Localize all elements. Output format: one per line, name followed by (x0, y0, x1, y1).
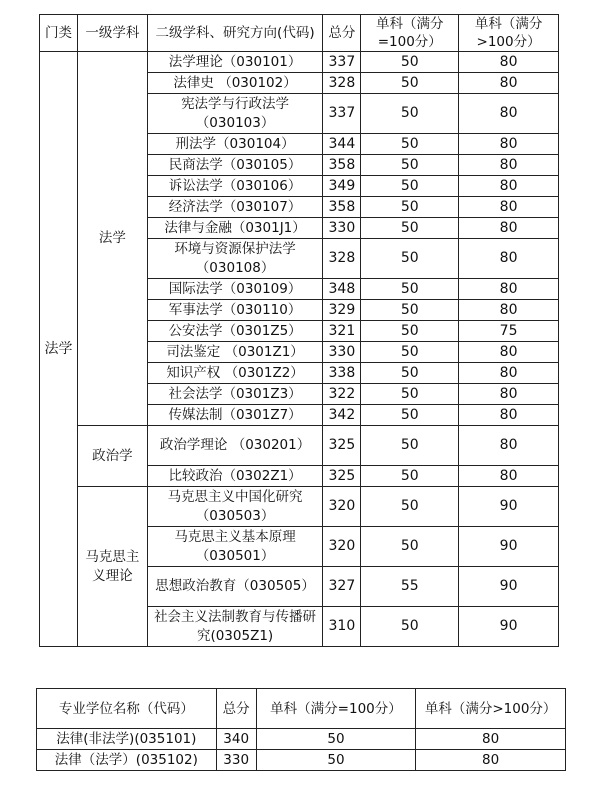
single-over-100-cell: 80 (459, 176, 559, 197)
second-level-cell: 知识产权 （0301Z2） (147, 363, 323, 384)
second-level-cell: 比较政治（0302Z1） (147, 466, 323, 487)
single-over-100-cell: 80 (459, 218, 559, 239)
second-level-cell: 诉讼法学（030106） (147, 176, 323, 197)
single-over-100-cell: 80 (459, 94, 559, 134)
single-100-cell: 50 (256, 750, 416, 771)
total-score-cell: 328 (323, 73, 361, 94)
single-over-100-cell: 80 (416, 729, 566, 750)
single-100-cell: 50 (361, 300, 459, 321)
single-over-100-cell: 80 (459, 426, 559, 466)
single-over-100-cell: 90 (459, 527, 559, 567)
single-over-100-cell: 80 (459, 342, 559, 363)
single-100-cell: 50 (361, 321, 459, 342)
first-level-cell: 政治学 (77, 426, 147, 487)
degree-name-cell: 法律（法学）(035102) (37, 750, 217, 771)
single-100-cell: 55 (361, 567, 459, 607)
single-over-100-cell: 80 (459, 363, 559, 384)
single-100-cell: 50 (361, 52, 459, 73)
header-single-100: 单科（满分=100分） (256, 689, 416, 729)
second-level-cell: 国际法学（030109） (147, 279, 323, 300)
total-score-cell: 338 (323, 363, 361, 384)
single-100-cell: 50 (361, 607, 459, 647)
table-row (40, 487, 559, 527)
single-100-cell: 50 (361, 197, 459, 218)
single-over-100-cell: 80 (459, 73, 559, 94)
total-score-cell: 321 (323, 321, 361, 342)
single-100-cell: 50 (361, 384, 459, 405)
single-over-100-cell: 80 (459, 466, 559, 487)
second-level-cell: 马克思主义基本原理（030501） (147, 527, 323, 567)
second-level-cell: 法学理论（030101） (147, 52, 323, 73)
total-score-cell: 358 (323, 155, 361, 176)
total-score-cell: 325 (323, 426, 361, 466)
second-level-cell: 传媒法制（0301Z7） (147, 405, 323, 426)
total-score-cell: 337 (323, 94, 361, 134)
single-100-cell: 50 (361, 405, 459, 426)
header-second-level: 二级学科、研究方向(代码) (147, 15, 323, 52)
single-100-cell: 50 (361, 426, 459, 466)
category-cell: 法学 (40, 52, 78, 647)
second-level-cell: 法律与金融（0301J1） (147, 218, 323, 239)
table-row (40, 52, 559, 73)
single-over-100-cell: 80 (459, 405, 559, 426)
total-score-cell: 310 (323, 607, 361, 647)
total-score-cell: 349 (323, 176, 361, 197)
table-row (37, 750, 566, 771)
header-category: 门类 (40, 15, 78, 52)
single-100-cell: 50 (361, 527, 459, 567)
second-level-cell: 环境与资源保护法学（030108） (147, 239, 323, 279)
total-score-cell: 358 (323, 197, 361, 218)
total-score-cell: 344 (323, 134, 361, 155)
total-score-cell: 322 (323, 384, 361, 405)
single-100-cell: 50 (361, 134, 459, 155)
single-over-100-cell: 75 (459, 321, 559, 342)
single-over-100-cell: 80 (459, 134, 559, 155)
single-over-100-cell: 80 (459, 52, 559, 73)
total-score-cell: 320 (323, 487, 361, 527)
single-100-cell: 50 (361, 155, 459, 176)
header-total: 总分 (323, 15, 361, 52)
total-score-cell: 337 (323, 52, 361, 73)
header-row (37, 689, 566, 729)
header-degree-name: 专业学位名称（代码） (37, 689, 217, 729)
score-table-professional (36, 688, 566, 771)
single-over-100-cell: 80 (459, 197, 559, 218)
single-100-cell: 50 (361, 363, 459, 384)
single-100-cell: 50 (361, 73, 459, 94)
single-over-100-cell: 90 (459, 607, 559, 647)
single-100-cell: 50 (361, 239, 459, 279)
single-over-100-cell: 80 (459, 300, 559, 321)
single-100-cell: 50 (361, 466, 459, 487)
total-score-cell: 329 (323, 300, 361, 321)
second-level-cell: 公安法学（0301Z5） (147, 321, 323, 342)
header-single-over-100: 单科（满分>100分） (416, 689, 566, 729)
second-level-cell: 社会主义法制教育与传播研究(0305Z1) (147, 607, 323, 647)
second-level-cell: 经济法学（030107） (147, 197, 323, 218)
second-level-cell: 宪法学与行政法学（030103） (147, 94, 323, 134)
header-row (40, 15, 559, 52)
total-score-cell: 328 (323, 239, 361, 279)
degree-name-cell: 法律(非法学)(035101) (37, 729, 217, 750)
second-level-cell: 政治学理论 （030201） (147, 426, 323, 466)
single-100-cell: 50 (361, 342, 459, 363)
second-level-cell: 社会法学（0301Z3） (147, 384, 323, 405)
second-level-cell: 军事法学（030110） (147, 300, 323, 321)
single-over-100-cell: 80 (416, 750, 566, 771)
total-score-cell: 330 (323, 342, 361, 363)
single-100-cell: 50 (361, 176, 459, 197)
single-100-cell: 50 (361, 487, 459, 527)
single-over-100-cell: 80 (459, 239, 559, 279)
header-total: 总分 (216, 689, 256, 729)
second-level-cell: 马克思主义中国化研究（030503） (147, 487, 323, 527)
first-level-cell: 法学 (77, 52, 147, 426)
single-over-100-cell: 90 (459, 487, 559, 527)
single-100-cell: 50 (361, 94, 459, 134)
single-over-100-cell: 80 (459, 155, 559, 176)
second-level-cell: 法律史 （030102） (147, 73, 323, 94)
total-score-cell: 342 (323, 405, 361, 426)
single-100-cell: 50 (256, 729, 416, 750)
total-score-cell: 340 (216, 729, 256, 750)
second-level-cell: 刑法学（030104） (147, 134, 323, 155)
table-row (37, 729, 566, 750)
table-row (40, 426, 559, 466)
total-score-cell: 327 (323, 567, 361, 607)
total-score-cell: 320 (323, 527, 361, 567)
header-single-100: 单科（满分=100分） (361, 15, 459, 52)
second-level-cell: 民商法学（030105） (147, 155, 323, 176)
first-level-cell: 马克思主义理论 (77, 487, 147, 647)
single-100-cell: 50 (361, 218, 459, 239)
total-score-cell: 330 (323, 218, 361, 239)
total-score-cell: 348 (323, 279, 361, 300)
single-over-100-cell: 80 (459, 279, 559, 300)
score-table-academic (39, 14, 559, 647)
header-single-over-100: 单科（满分>100分） (459, 15, 559, 52)
single-over-100-cell: 80 (459, 384, 559, 405)
single-over-100-cell: 90 (459, 567, 559, 607)
header-first-level: 一级学科 (77, 15, 147, 52)
total-score-cell: 330 (216, 750, 256, 771)
total-score-cell: 325 (323, 466, 361, 487)
single-100-cell: 50 (361, 279, 459, 300)
second-level-cell: 司法鉴定 （0301Z1） (147, 342, 323, 363)
second-level-cell: 思想政治教育（030505） (147, 567, 323, 607)
